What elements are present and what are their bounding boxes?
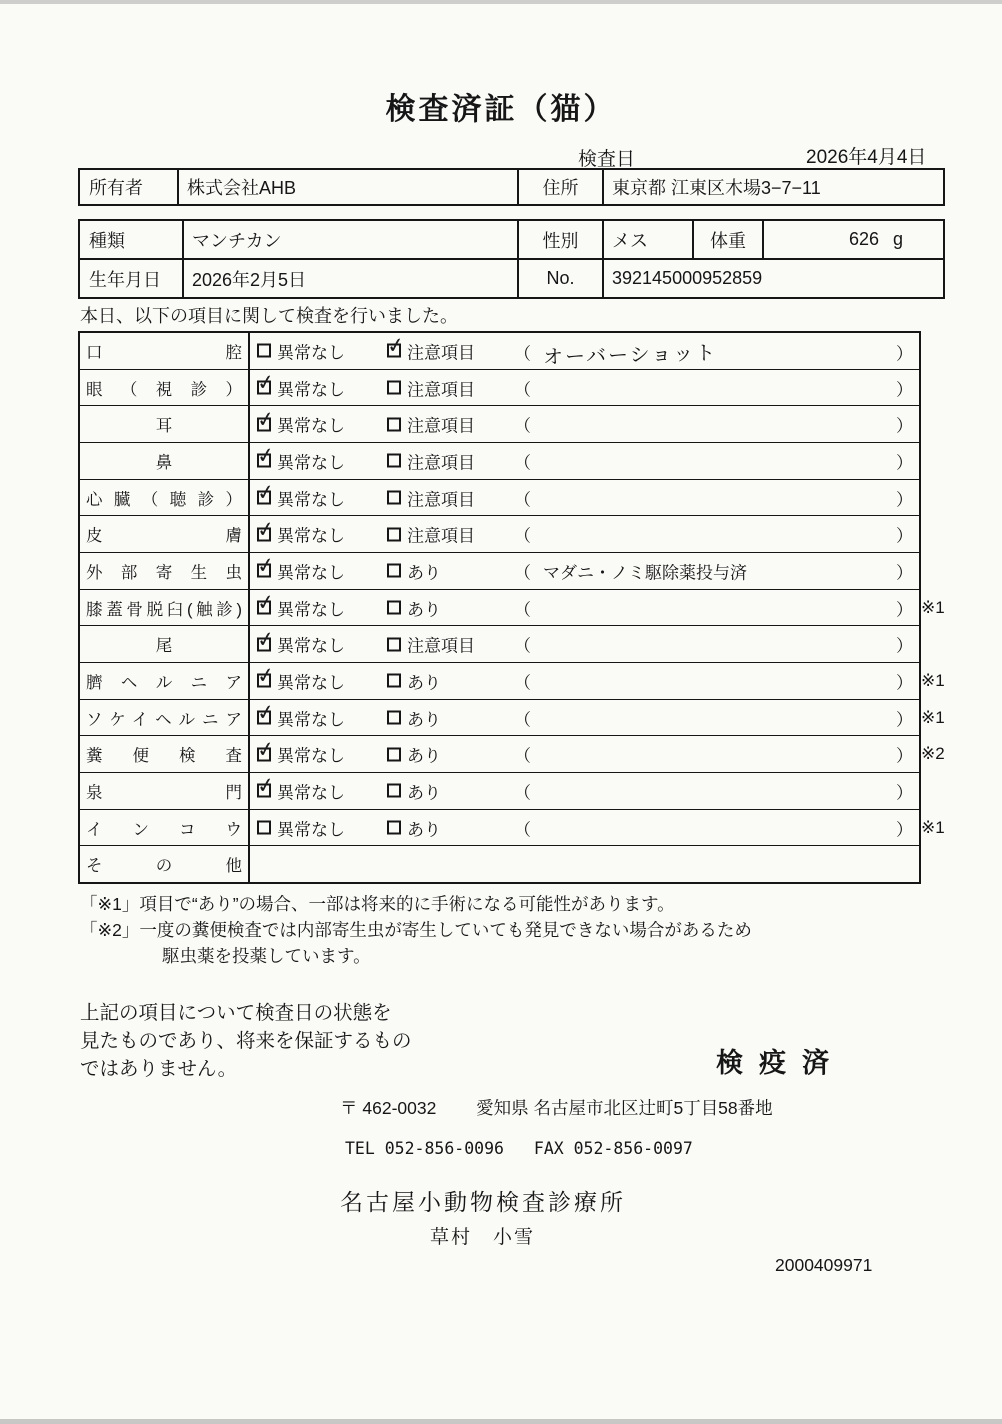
clinic-name: 名古屋小動物検査診療所 (340, 1189, 626, 1215)
exam-row-content (250, 333, 919, 369)
sex-value: メス (602, 221, 692, 258)
paren-close: ） (896, 526, 913, 546)
owner-value: 株式会社AHB (177, 170, 517, 204)
footnote-2: 「※2」一度の糞便検査では内部寄生虫が寄生していても発見できない場合があるため (80, 920, 752, 940)
option-label: 異常なし (277, 526, 345, 546)
inspection-date-value: 2026年4月4日 (806, 147, 927, 168)
owner-label: 所有者 (89, 178, 143, 198)
exam-row-cryptorchidism (80, 809, 945, 846)
option-label: 異常なし (277, 820, 345, 840)
paren-open: （ (514, 344, 531, 364)
option-label: 注意項目 (407, 343, 475, 363)
paren-close: ） (896, 344, 913, 364)
weight-value: 626 (848, 229, 879, 249)
disclaimer-line-2: 見たものであり、将来を保証するもの (80, 1030, 412, 1052)
footnote-mark: ※1 (921, 707, 945, 727)
option-label: 異常なし (277, 600, 345, 620)
footnote-mark: ※1 (921, 597, 945, 617)
paren-open: （ (514, 600, 531, 620)
exam-row-content (250, 810, 945, 846)
paren-open: （ (514, 710, 531, 730)
disclaimer-line-1: 上記の項目について検査日の状態を (80, 1002, 392, 1024)
document-title: 検査済証（猫） (385, 93, 617, 126)
check-mark-icon: ✓ (255, 407, 277, 433)
fax-number: FAX 052-856-0097 (533, 1139, 693, 1158)
sex-label: 性別 (517, 221, 602, 258)
check-mark-icon: ✓ (255, 480, 277, 506)
paren-open: （ (514, 490, 531, 510)
option-label: 注意項目 (407, 490, 475, 510)
option-label: あり (407, 710, 441, 730)
exam-item-label: インコウ (80, 810, 250, 846)
exam-row-content (250, 406, 919, 442)
checkbox-attention[interactable] (385, 333, 407, 359)
check-mark-icon: ✓ (255, 517, 277, 543)
checkbox-attention[interactable] (387, 491, 401, 505)
option-label: 異常なし (277, 673, 345, 693)
option-label: 異常なし (277, 636, 345, 656)
weight-cell (762, 221, 943, 258)
quarantine-stamp: 検疫済 (716, 1048, 845, 1078)
exam-item-label: 臍ヘルニア (80, 663, 250, 699)
checkbox-no-abnormality[interactable] (255, 700, 277, 726)
exam-row-fecal-exam (80, 735, 945, 772)
disclaimer-line-3: ではありません。 (80, 1058, 238, 1080)
no-value: 392145000952859 (602, 260, 943, 297)
serial-number: 2000409971 (775, 1255, 873, 1275)
exam-row-content (250, 700, 945, 736)
no-label: No. (517, 260, 602, 297)
exam-row-content (250, 663, 945, 699)
exam-row-patella (80, 589, 945, 626)
exam-table (78, 331, 945, 884)
option-label: 異常なし (277, 783, 345, 803)
check-mark-icon: ✓ (255, 627, 277, 653)
checkbox-no-abnormality[interactable] (255, 370, 277, 396)
option-label: 注意項目 (407, 416, 475, 436)
exam-row-content (250, 480, 919, 516)
postal-code: 462-0032 (362, 1098, 437, 1118)
owner-info-table (78, 168, 945, 206)
checkbox-attention[interactable] (387, 454, 401, 468)
postal-mark-icon: 〒 (340, 1098, 358, 1118)
checkbox-no-abnormality[interactable] (255, 443, 277, 469)
paren-close: ） (896, 453, 913, 473)
exam-row-content (250, 553, 919, 589)
paren-close: ） (896, 416, 913, 436)
checkbox-no-abnormality[interactable] (255, 627, 277, 653)
option-label: 異常なし (277, 380, 345, 399)
checkbox-no-abnormality[interactable] (255, 553, 277, 579)
check-mark-icon: ✓ (255, 590, 277, 616)
check-mark-icon: ✓ (255, 737, 277, 763)
exam-item-label: ソケイヘルニア (80, 700, 250, 736)
paren-close: ） (896, 710, 913, 730)
scan-edge-top (0, 0, 1002, 4)
breed-label: 種類 (89, 230, 125, 251)
address-value: 東京都 江東区木場3−7−11 (602, 170, 943, 204)
paren-close: ） (896, 636, 913, 656)
exam-row-content (250, 443, 919, 479)
option-label: あり (407, 783, 441, 803)
tel-number: TEL 052-856-0096 (345, 1139, 504, 1158)
birth-label: 生年月日 (89, 269, 161, 290)
exam-item-label: 皮膚 (80, 516, 250, 552)
exam-row-content (250, 516, 919, 552)
breed-row (80, 221, 943, 258)
check-mark-icon: ✓ (255, 700, 277, 726)
option-label: 異常なし (277, 453, 345, 473)
paren-close: ） (896, 673, 913, 693)
footnote-2-continued: 駆虫薬を投薬しています。 (162, 946, 371, 966)
paren-open: （ (514, 563, 531, 583)
exam-item-label: 泉門 (80, 773, 250, 809)
exam-item-label: 眼（視診） (80, 370, 250, 406)
option-label: 異常なし (277, 563, 345, 583)
checkbox-no-abnormality[interactable] (255, 773, 277, 800)
option-label: 異常なし (277, 490, 345, 510)
option-label: 注意項目 (407, 526, 475, 546)
checkbox-no-abnormality[interactable] (255, 407, 277, 433)
option-label: 注意項目 (407, 636, 475, 656)
check-mark-icon: ✓ (255, 443, 277, 469)
checkbox-attention[interactable] (387, 637, 401, 651)
paren-close: ） (896, 490, 913, 510)
check-mark-icon: ✓ (255, 773, 277, 800)
checkbox-present[interactable] (387, 674, 401, 688)
exam-row-oral (80, 333, 919, 369)
birth-value: 2026年2月5日 (182, 260, 517, 297)
option-label: 異常なし (277, 746, 345, 766)
exam-row-nose (80, 442, 919, 479)
exam-row-content (250, 773, 919, 809)
option-label: あり (407, 820, 441, 840)
check-mark-icon: ✓ (255, 553, 277, 579)
paren-open: （ (514, 783, 531, 803)
exam-note-value: マダニ・ノミ駆除薬投与済 (543, 563, 747, 583)
exam-item-label: 糞便検査 (80, 736, 250, 772)
exam-row-content (250, 590, 945, 626)
paren-open: （ (514, 453, 531, 473)
exam-item-label: 鼻 (80, 443, 250, 479)
checkbox-no-abnormality[interactable] (257, 821, 271, 835)
exam-row-external-parasites (80, 552, 919, 589)
checkbox-no-abnormality[interactable] (255, 517, 277, 543)
option-label: あり (407, 563, 441, 583)
exam-note-value: オーバーショット (542, 342, 718, 369)
animal-info-table (78, 219, 945, 299)
exam-row-umbilical-hernia (80, 662, 945, 699)
address-label: 住所 (517, 170, 602, 204)
exam-row-tail (80, 625, 919, 662)
checkbox-no-abnormality[interactable] (255, 480, 277, 506)
clinic-phone-line (345, 1139, 693, 1158)
footnote-mark: ※2 (921, 744, 945, 764)
exam-item-label: 外部寄生虫 (80, 553, 250, 589)
exam-row-other (80, 845, 919, 882)
checkbox-no-abnormality[interactable] (255, 737, 277, 763)
exam-item-label: 耳 (80, 406, 250, 442)
scan-edge-bottom (0, 1419, 1002, 1424)
exam-item-label: 心臓（聴診） (80, 480, 250, 516)
exam-item-label: 尾 (80, 626, 250, 662)
check-mark-icon: ✓ (385, 333, 407, 359)
weight-label: 体重 (692, 221, 762, 258)
inspection-date-label: 検査日 (578, 149, 636, 170)
intro-text: 本日、以下の項目に関して検査を行いました。 (80, 306, 458, 326)
weight-unit: g (892, 229, 903, 249)
exam-row-fontanelle (80, 772, 919, 809)
footnote-mark: ※1 (921, 817, 945, 837)
checkbox-present[interactable] (387, 784, 401, 798)
exam-row-heart (80, 479, 919, 516)
checkbox-no-abnormality[interactable] (255, 663, 277, 689)
clinic-address: 愛知県 名古屋市北区辻町5丁目58番地 (476, 1098, 773, 1118)
exam-row-content (250, 370, 919, 406)
option-label: あり (407, 673, 441, 693)
paren-open: （ (514, 820, 531, 840)
footnotes (80, 891, 752, 969)
paren-close: ） (896, 563, 913, 583)
checkbox-present[interactable] (387, 601, 401, 615)
checkbox-present[interactable] (387, 821, 401, 835)
paren-open: （ (514, 526, 531, 546)
paren-open: （ (514, 380, 531, 399)
option-label: あり (407, 746, 441, 766)
disclaimer (80, 999, 412, 1083)
checkbox-no-abnormality[interactable] (257, 344, 271, 358)
exam-item-label: 口腔 (80, 333, 250, 369)
option-label: 異常なし (277, 710, 345, 730)
option-label: 注意項目 (407, 380, 475, 399)
paren-open: （ (514, 416, 531, 436)
exam-row-content (250, 736, 945, 772)
paren-close: ） (896, 380, 913, 399)
paren-close: ） (896, 600, 913, 620)
footnote-mark: ※1 (921, 670, 945, 690)
exam-row-ears (80, 405, 919, 442)
check-mark-icon: ✓ (255, 663, 277, 689)
checkbox-present[interactable] (387, 564, 401, 578)
check-mark-icon: ✓ (255, 370, 277, 396)
exam-row-content (250, 846, 919, 882)
checkbox-attention[interactable] (387, 527, 401, 541)
paren-close: ） (896, 783, 913, 803)
paren-open: （ (514, 636, 531, 656)
checkbox-no-abnormality[interactable] (255, 590, 277, 616)
option-label: あり (407, 600, 441, 620)
footnote-1: 「※1」項目で“あり”の場合、一部は将来的に手術になる可能性があります。 (80, 894, 675, 914)
option-label: 異常なし (277, 343, 345, 363)
checkbox-attention[interactable] (387, 417, 401, 431)
exam-row-inguinal-hernia (80, 699, 945, 736)
birth-row (80, 258, 943, 297)
paren-open: （ (514, 673, 531, 693)
exam-row-skin (80, 515, 919, 552)
checkbox-present[interactable] (387, 747, 401, 761)
exam-row-eyes (80, 369, 919, 406)
exam-item-label: 膝蓋骨脱臼(触診) (80, 590, 250, 626)
option-label: 注意項目 (407, 453, 475, 473)
breed-value: マンチカン (182, 221, 517, 258)
checkbox-present[interactable] (387, 711, 401, 725)
checkbox-attention[interactable] (387, 381, 401, 395)
exam-row-content (250, 626, 919, 662)
paren-open: （ (514, 746, 531, 766)
exam-item-label: その他 (80, 846, 250, 882)
option-label: 異常なし (277, 416, 345, 436)
examiner-name: 草村 小雪 (430, 1227, 536, 1248)
paren-close: ） (896, 820, 913, 840)
paren-close: ） (896, 746, 913, 766)
clinic-address-line (340, 1095, 773, 1120)
